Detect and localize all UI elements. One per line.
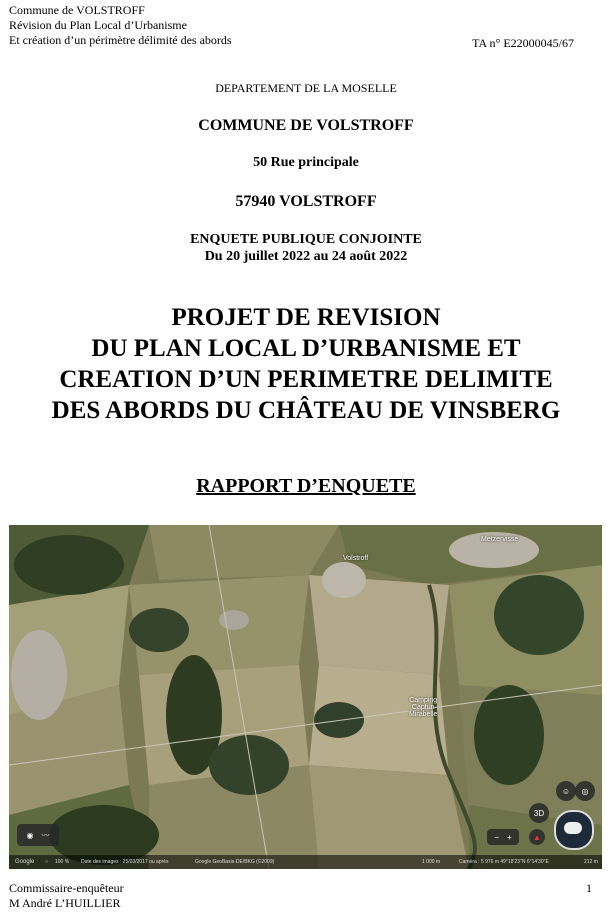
department: DEPARTEMENT DE LA MOSELLE — [215, 81, 397, 95]
header-reference: TA n° E22000045/67 — [472, 36, 574, 50]
map-label-volstroff: Volstroff — [343, 555, 369, 562]
pin-icon[interactable]: ◉ — [26, 830, 34, 840]
enquete-dates: Du 20 juillet 2022 au 24 août 2022 — [204, 249, 408, 264]
satellite-map[interactable] — [9, 525, 602, 869]
google-logo: Google — [15, 859, 35, 865]
image-date: Date des images : 25/03/2017 ou après — [81, 859, 169, 865]
zoom-control[interactable] — [487, 829, 519, 845]
three-d-button[interactable]: 3D — [529, 803, 549, 823]
scale-label: 1 000 m — [422, 859, 441, 865]
satellite-imagery — [9, 525, 602, 869]
altitude: 212 m — [584, 859, 598, 865]
footer-role: Commissaire-enquêteur — [9, 881, 124, 895]
enquete-title: ENQUETE PUBLIQUE CONJOINTE — [190, 232, 422, 247]
street-view-icon[interactable]: ☺ — [556, 781, 576, 801]
map-label-metzervisse: Metzervisse — [481, 536, 519, 543]
zoom-in-button[interactable]: + — [507, 832, 512, 842]
header-line-revision: Révision du Plan Local d’Urbanisme — [9, 18, 187, 32]
address-street: 50 Rue principale — [253, 155, 359, 170]
header-line-creation: Et création d’un périmètre délimité des abords — [9, 33, 232, 47]
compass-icon[interactable]: ▲ — [529, 829, 545, 845]
search-icon: ○ — [45, 859, 49, 865]
project-title-line-3: CREATION D’UN PERIMETRE DELIMITE — [59, 366, 553, 393]
project-title-line-4: DES ABORDS DU CHÂTEAU DE VINSBERG — [51, 397, 561, 424]
globe-icon[interactable] — [554, 810, 594, 850]
zoom-level: 100 % — [55, 859, 70, 865]
project-title — [0, 302, 612, 426]
path-icon[interactable]: 〰 — [41, 830, 50, 840]
map-credits: Google GeoBasis-DE/BKG (©2009) — [195, 859, 275, 865]
header-left — [9, 3, 232, 48]
project-title-line-1: PROJET DE REVISION — [171, 304, 441, 331]
report-title: RAPPORT D’ENQUETE — [196, 475, 416, 497]
camera-info: Caméra : 5 976 m 49°18'23"N 6°14'30"E — [459, 859, 549, 865]
commune-name: COMMUNE DE VOLSTROFF — [198, 117, 414, 134]
footer-name: M André L’HUILLIER — [9, 896, 121, 910]
header-line-commune: Commune de VOLSTROFF — [9, 3, 145, 17]
zoom-out-button[interactable]: − — [494, 832, 499, 842]
page-number: 1 — [586, 881, 592, 895]
map-status-bar — [9, 855, 602, 869]
footer-author — [9, 881, 124, 911]
map-tools-panel[interactable] — [17, 824, 59, 846]
project-title-line-2: DU PLAN LOCAL D’URBANISME ET — [91, 335, 521, 362]
enquete-block — [0, 231, 612, 265]
address-city: 57940 VOLSTROFF — [235, 193, 377, 210]
location-icon[interactable]: ◎ — [575, 781, 595, 801]
map-label-camping: Camping Capfun Mirabelle — [409, 697, 438, 718]
